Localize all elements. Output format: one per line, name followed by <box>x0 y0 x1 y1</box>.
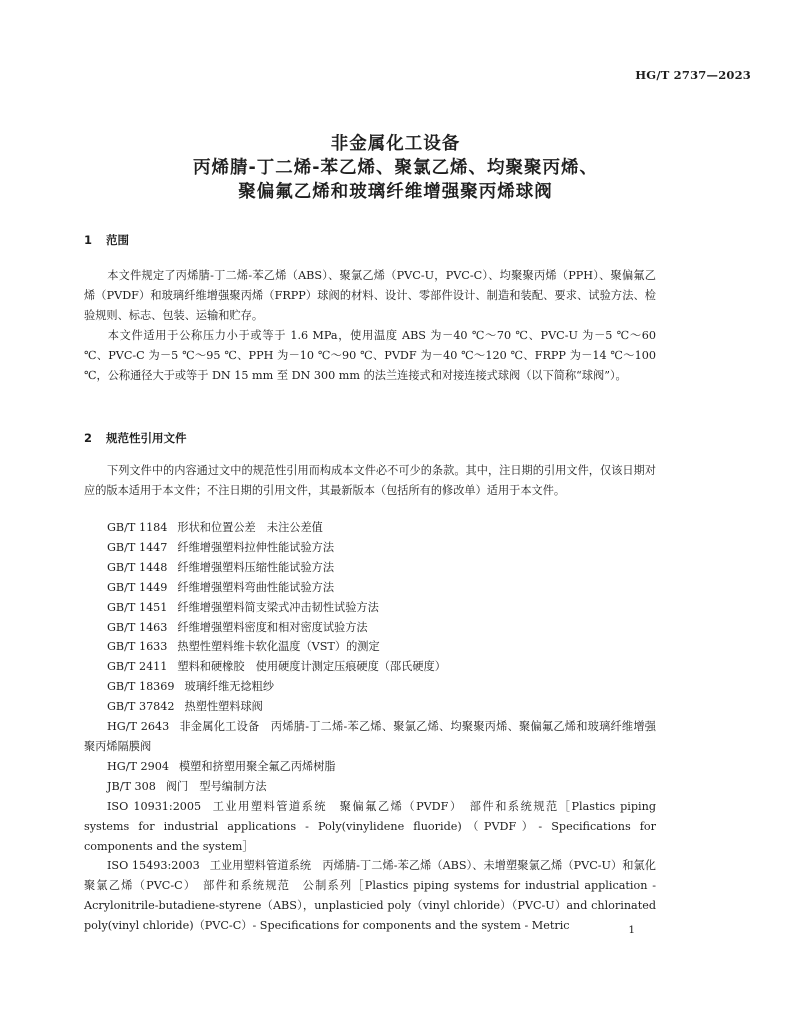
section-2-number: 2 <box>84 431 93 445</box>
reference-item: HG/T 2643 非金属化工设备 丙烯腈-丁二烯-苯乙烯、聚氯乙烯、均聚聚丙烯、聚偏氟乙烯和玻璃纤维增强聚丙烯隔膜阀 <box>84 720 656 753</box>
references-intro: 下列文件中的内容通过文中的规范性引用而构成本文件必不可少的条款。其中，注日期的引用文件，仅该日期对应的版本适用于本文件；不注日期的引用文件，其最新版本（包括所有的修改单）适用于本文件。 <box>84 464 656 497</box>
section-1-heading <box>84 232 129 248</box>
page-number: 1 <box>628 924 635 936</box>
scope-paragraph-1: 本文件规定了丙烯腈-丁二烯-苯乙烯（ABS）、聚氯乙烯（PVC-U，PVC-C）、均聚聚丙烯（PPH）、聚偏氟乙烯（PVDF）和玻璃纤维增强聚丙烯（FRPP）球阀的材料、设计、零部件设计、制造和装配、要求、试验方法、检验规则、标志、包装、运输和贮存。 <box>84 269 656 322</box>
reference-item: HG/T 2904 模塑和挤塑用聚全氟乙丙烯树脂 <box>107 759 336 773</box>
scope-paragraph-2: 本文件适用于公称压力小于或等于 1.6 MPa，使用温度 ABS 为－40 ℃～70 ℃、PVC-U 为－5 ℃～60 ℃、PVC-C 为－5 ℃～95 ℃、PPH 为－10 ℃～90 ℃、PVDF 为－40 ℃～120 ℃、FRPP 为－14 ℃～100 ℃，公称通径大于或等于 DN 15 mm 至 DN 300 mm 的法兰连接式和对接连接式球阀（以下简称“球阀”）。 <box>84 329 656 382</box>
reference-item: GB/T 1451 纤维增强塑料简支梁式冲击韧性试验方法 <box>107 600 379 614</box>
standard-code: HG/T 2737—2023 <box>635 68 751 82</box>
section-2-heading <box>84 430 187 446</box>
reference-item: GB/T 1449 纤维增强塑料弯曲性能试验方法 <box>107 580 335 594</box>
reference-item: GB/T 1633 热塑性塑料维卡软化温度（VST）的测定 <box>107 640 380 654</box>
reference-item: GB/T 37842 热塑性塑料球阀 <box>107 700 263 714</box>
reference-item: GB/T 1448 纤维增强塑料压缩性能试验方法 <box>107 560 335 574</box>
reference-item: ISO 15493:2003 工业用塑料管道系统 丙烯腈-丁二烯-苯乙烯（ABS）、未增塑聚氯乙烯（PVC-U）和氯化聚氯乙烯（PVC-C） 部件和系统规范 公制系列［Plastics piping systems for industrial application - Acrylonitrile-butadiene-styrene（ABS），unplasticied poly（vinyl chloride）（PVC-U）and chlorinated poly(vinyl chloride)（PVC-C）- Specifications for components and the system - Metric <box>84 859 656 933</box>
reference-list <box>84 518 656 936</box>
reference-item: JB/T 308 阀门 型号编制方法 <box>107 779 267 793</box>
reference-item: GB/T 2411 塑料和硬橡胶 使用硬度计测定压痕硬度（邵氏硬度） <box>107 660 446 674</box>
section-1-number: 1 <box>84 233 93 247</box>
title-line-1: 非金属化工设备 <box>330 134 461 154</box>
document-title <box>0 132 791 204</box>
title-line-3: 聚偏氟乙烯和玻璃纤维增强聚丙烯球阀 <box>238 182 553 202</box>
title-line-2: 丙烯腈-丁二烯-苯乙烯、聚氯乙烯、均聚聚丙烯、 <box>192 158 599 178</box>
reference-item: ISO 10931:2005 工业用塑料管道系统 聚偏氟乙烯（PVDF） 部件和系统规范［Plastics piping systems for industrial applications - Poly(vinylidene fluoride)（PVDF）- Specifications for components and the system］ <box>84 799 656 853</box>
reference-item: GB/T 1463 纤维增强塑料密度和相对密度试验方法 <box>107 620 368 634</box>
section-1-title: 范围 <box>106 233 129 247</box>
reference-item: GB/T 1184 形状和位置公差 未注公差值 <box>107 521 323 534</box>
reference-item: GB/T 18369 玻璃纤维无捻粗纱 <box>107 680 275 694</box>
section-2-title: 规范性引用文件 <box>106 431 187 445</box>
reference-item: GB/T 1447 纤维增强塑料拉伸性能试验方法 <box>107 540 335 554</box>
